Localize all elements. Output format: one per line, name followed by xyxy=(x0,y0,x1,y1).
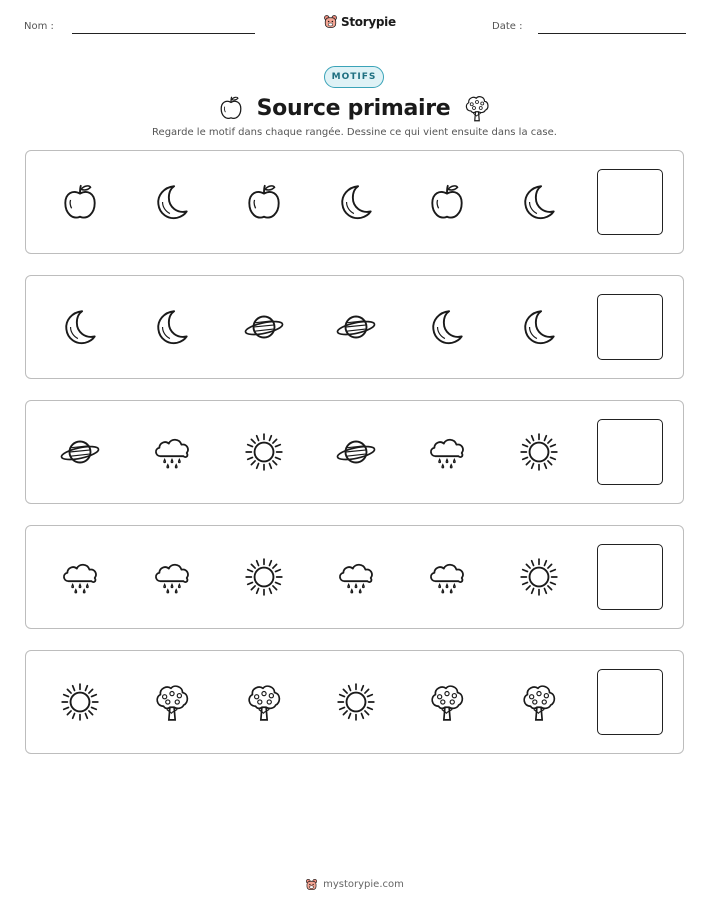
pattern-cell xyxy=(516,679,562,725)
answer-box[interactable] xyxy=(597,169,663,235)
pattern-cell xyxy=(241,429,287,475)
planet-icon xyxy=(335,306,377,348)
cloud-icon xyxy=(426,556,468,598)
pattern-cell xyxy=(516,554,562,600)
pattern-cell xyxy=(424,679,470,725)
pattern-row xyxy=(25,150,684,254)
pattern-cell xyxy=(516,429,562,475)
page-title: Source primaire xyxy=(256,95,451,121)
sun-icon xyxy=(518,556,560,598)
cloud-icon xyxy=(151,556,193,598)
pattern-row xyxy=(25,650,684,754)
footer xyxy=(0,878,709,891)
answer-box[interactable] xyxy=(597,544,663,610)
pattern-cell xyxy=(333,304,379,350)
apple-icon xyxy=(426,181,468,223)
pattern-cell xyxy=(424,554,470,600)
pattern-cell xyxy=(516,179,562,225)
pattern-cell xyxy=(57,304,103,350)
pattern-cell xyxy=(57,554,103,600)
sun-icon xyxy=(335,681,377,723)
pattern-cell xyxy=(149,679,195,725)
bear-logo-icon xyxy=(323,14,338,29)
moon-icon xyxy=(335,181,377,223)
cloud-icon xyxy=(151,431,193,473)
pattern-cell xyxy=(57,179,103,225)
instructions: Regarde le motif dans chaque rangée. Dessine ce qui vient ensuite dans la case. xyxy=(152,127,557,138)
brand-logo xyxy=(323,14,396,29)
pattern-cell xyxy=(424,179,470,225)
category-badge: MOTIFS xyxy=(324,66,384,88)
pattern-cell xyxy=(149,429,195,475)
tree-icon xyxy=(243,681,285,723)
planet-icon xyxy=(243,306,285,348)
name-line[interactable] xyxy=(72,33,255,34)
tree-icon xyxy=(518,681,560,723)
pattern-cell xyxy=(424,429,470,475)
worksheet-header xyxy=(0,0,709,50)
pattern-cell xyxy=(149,179,195,225)
apple-icon xyxy=(243,181,285,223)
moon-icon xyxy=(151,181,193,223)
pattern-row xyxy=(25,275,684,379)
title-row xyxy=(0,92,709,124)
tree-icon xyxy=(151,681,193,723)
answer-box[interactable] xyxy=(597,294,663,360)
pattern-cell xyxy=(516,304,562,350)
pattern-cell xyxy=(241,554,287,600)
apple-icon xyxy=(217,94,245,122)
cloud-icon xyxy=(59,556,101,598)
footer-url[interactable]: mystorypie.com xyxy=(323,879,404,890)
sun-icon xyxy=(243,556,285,598)
pattern-cell xyxy=(57,679,103,725)
sun-icon xyxy=(243,431,285,473)
moon-icon xyxy=(59,306,101,348)
pattern-cell xyxy=(57,429,103,475)
pattern-cell xyxy=(149,554,195,600)
moon-icon xyxy=(426,306,468,348)
pattern-cell xyxy=(241,179,287,225)
sun-icon xyxy=(518,431,560,473)
tree-icon xyxy=(462,93,492,123)
pattern-cell xyxy=(149,304,195,350)
pattern-cell xyxy=(241,679,287,725)
cloud-icon xyxy=(426,431,468,473)
tree-icon xyxy=(426,681,468,723)
moon-icon xyxy=(518,306,560,348)
cloud-icon xyxy=(335,556,377,598)
pattern-row xyxy=(25,400,684,504)
moon-icon xyxy=(518,181,560,223)
name-label: Nom : xyxy=(24,21,54,32)
pattern-cell xyxy=(333,554,379,600)
apple-icon xyxy=(59,181,101,223)
sun-icon xyxy=(59,681,101,723)
brand-name: Storypie xyxy=(341,14,396,29)
pattern-row xyxy=(25,525,684,629)
bear-logo-icon xyxy=(305,878,318,891)
pattern-cell xyxy=(333,179,379,225)
pattern-cell xyxy=(424,304,470,350)
date-line[interactable] xyxy=(538,33,686,34)
date-label: Date : xyxy=(492,21,523,32)
answer-box[interactable] xyxy=(597,419,663,485)
moon-icon xyxy=(151,306,193,348)
pattern-cell xyxy=(333,429,379,475)
pattern-cell xyxy=(333,679,379,725)
planet-icon xyxy=(335,431,377,473)
pattern-cell xyxy=(241,304,287,350)
answer-box[interactable] xyxy=(597,669,663,735)
planet-icon xyxy=(59,431,101,473)
